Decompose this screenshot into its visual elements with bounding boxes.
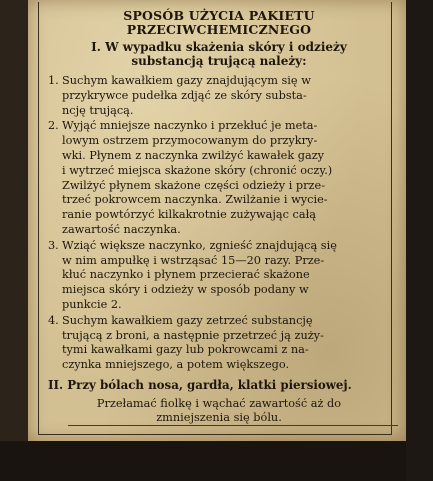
item-text: Wziąć większe naczynko, zgnieść znajdującą się w nim ampułkę i wstrząsać 15—20 razy. Prze- kłuć naczynko i płynem przecierać skażone miejsca skóry i odzieży w sposób podany w punkcie 2. <box>62 238 337 311</box>
section-2-heading: II. Przy bólach nosa, gardła, klatki piersiowej. <box>48 377 352 392</box>
left-dark-edge <box>0 0 28 441</box>
instruction-sheet <box>28 0 406 441</box>
instruction-list <box>48 74 390 373</box>
item-text: Suchym kawałkiem gazy znajdującym się w przykrywce pudełka zdjąć ze skóry substa- ncję trującą. <box>62 74 311 117</box>
item-number: 2. <box>48 119 59 133</box>
item-text: Suchym kawałkiem gazy zetrzeć substancję trującą z broni, a następnie przetrzeć ją zuży- tymi kawałkami gazy lub pokrowcami z na- czynka mniejszego, a potem większego. <box>62 313 324 372</box>
instruction-item-1 <box>48 74 390 118</box>
item-number: 3. <box>48 238 59 252</box>
section-1-heading-line-2: substancją trującą należy: <box>131 54 307 68</box>
right-dark-edge <box>406 0 433 481</box>
item-number: 4. <box>48 313 59 327</box>
instruction-item-3 <box>48 239 390 313</box>
title-line-2: PRZECIWCHEMICZNEGO <box>126 22 312 37</box>
section-2-text: Przełamać fiolkę i wąchać zawartość aż do zmniejszenia się bólu. <box>96 396 342 424</box>
item-text: Wyjąć mniejsze naczynko i przekłuć je meta- lowym ostrzem przymocowanym do przykry- wki. Płynem z naczynka zwilżyć kawałek gazy i wytrzeć miejsca skażone skóry (chronić oczy.) Zwilżyć płynem skażone części odzieży i prze- trzeć pokrowcem naczynka. Zwilżanie i wycie- ranie powtórzyć kilkakrotnie zużywając całą zawartość naczynka. <box>62 119 333 236</box>
bottom-rule <box>68 425 398 426</box>
section-1-heading <box>48 40 390 68</box>
title <box>48 9 390 37</box>
item-number: 1. <box>48 74 59 87</box>
sheet-content <box>48 9 390 425</box>
section-1-heading-line-1: I. W wypadku skażenia skóry i odzieży <box>91 40 347 54</box>
instruction-item-4 <box>48 314 390 373</box>
title-line-1: SPOSÓB UŻYCIA PAKIETU <box>123 8 315 23</box>
instruction-item-2 <box>48 119 390 237</box>
